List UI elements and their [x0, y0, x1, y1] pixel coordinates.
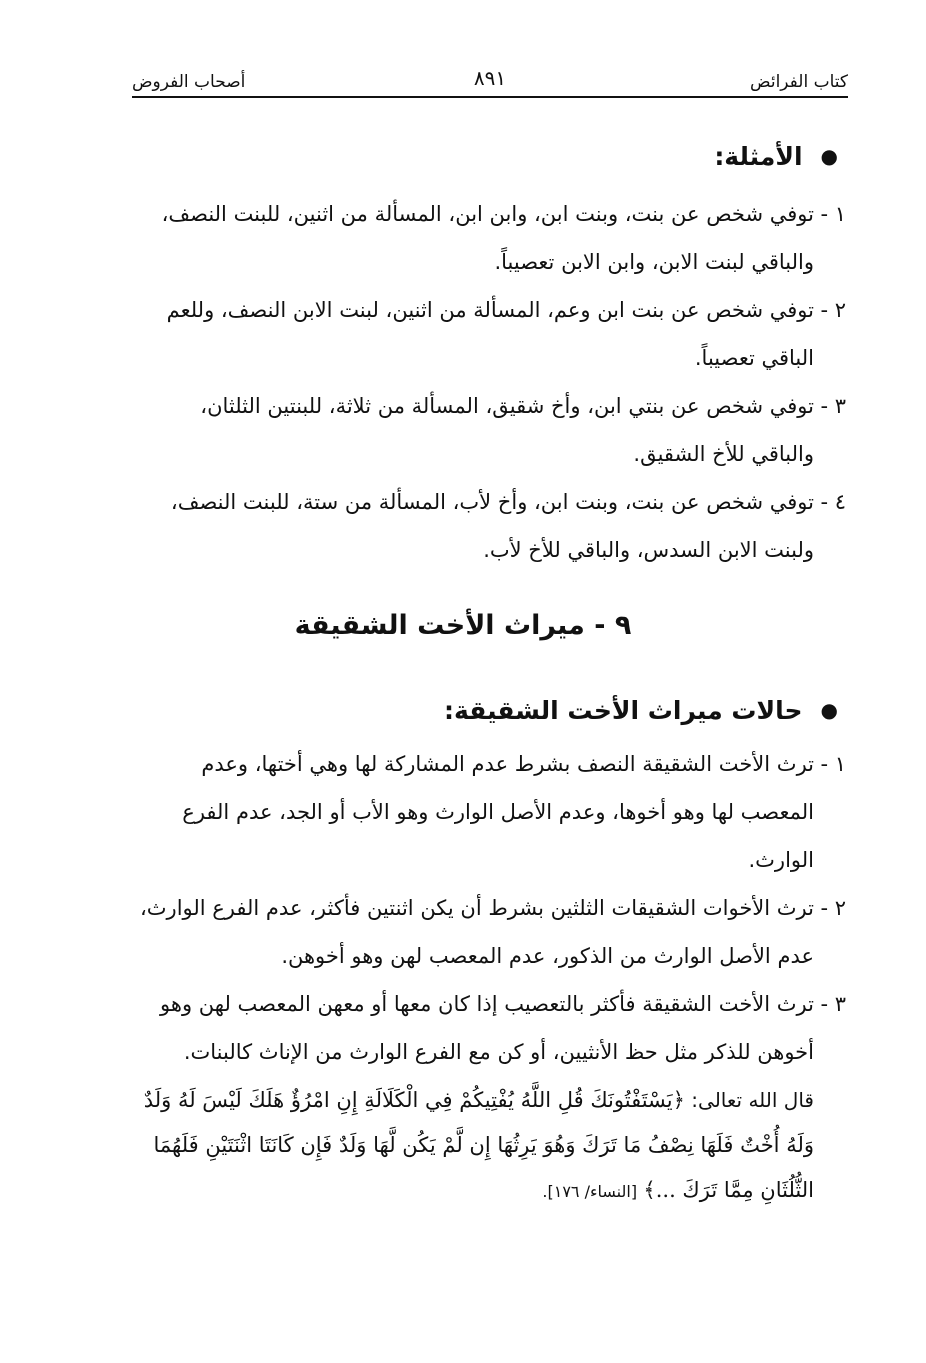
chapter-title: أصحاب الفروض [132, 72, 246, 92]
examples-heading: ●الأمثلة: [714, 142, 838, 171]
example-item-1: ١ -توفي شخص عن بنت، وبنت ابن، وابن ابن، المسألة من اثنين، للبنت النصف، والباقي لبنت الابن، وابن الابن تعصيباً. [161, 202, 846, 274]
running-header [132, 66, 848, 98]
example-item-2: ٢ -توفي شخص عن بنت ابن وعم، المسألة من اثنين، لبنت الابن النصف، وللعم الباقي تعصيباً. [166, 298, 846, 370]
page-number: ٨٩١ [473, 66, 507, 90]
quran-quote [132, 1078, 814, 1214]
ayah-reference: [النساء/ ١٧٦]. [542, 1182, 638, 1201]
bullet-icon: ● [820, 144, 838, 168]
case-item-2: ٢ -ترث الأخوات الشقيقات الثلثين بشرط أن يكن اثنتين فأكثر، عدم الفرع الوارث، عدم الأصل الوارث من الذكور، عدم المعصب لهن وهو أخوهن. [140, 896, 846, 968]
ayah-line-3: الثُّلُثَانِ مِمَّا تَرَكَ ...﴾ [643, 1178, 814, 1202]
ayah-line-1: ﴿يَسْتَفْتُونَكَ قُلِ اللَّهُ يُفْتِيكُمْ فِي الْكَلَالَةِ إِنِ امْرُؤٌ هَلَكَ لَيْسَ لَهُ وَلَدٌ [143, 1088, 685, 1112]
example-item-3: ٣ -توفي شخص عن بنتي ابن، وأخ شقيق، المسألة من ثلاثة، للبنتين الثلثان، والباقي للأخ الشقيق. [200, 394, 846, 466]
case-item-1: ١ -ترث الأخت الشقيقة النصف بشرط عدم المشاركة لها وهي أختها، وعدم المعصب لها وهو أخوها، وعدم الأصل الوارث وهو الأب أو الجد، عدم الفرع الوارث. [182, 752, 846, 872]
ayah-line-2: وَلَهُ أُخْتٌ فَلَهَا نِصْفُ مَا تَرَكَ وَهُوَ يَرِثُهَا إِن لَّمْ يَكُن لَّهَا وَلَدٌ فَإِن كَانَتَا اثْنَتَيْنِ فَلَهُمَا [153, 1133, 814, 1157]
bullet-icon: ● [820, 698, 838, 722]
section-title: ٩ - ميراث الأخت الشقيقة [294, 610, 632, 641]
book-title: كتاب الفرائض [750, 72, 848, 92]
example-item-4: ٤ -توفي شخص عن بنت، وبنت ابن، وأخ لأب، المسألة من ستة، للبنت النصف، ولبنت الابن السدس، والباقي للأخ لأب. [170, 490, 846, 562]
quote-intro: قال الله تعالى: [691, 1088, 814, 1112]
case-item-3: ٣ -ترث الأخت الشقيقة فأكثر بالتعصيب إذا كان معها أو معهن المعصب لهن وهو أخوهن للذكر مثل حظ الأنثيين، أو كن مع الفرع الوارث من الإناث كالبنات. [160, 992, 846, 1064]
cases-heading: ●حالات ميراث الأخت الشقيقة: [443, 696, 838, 725]
